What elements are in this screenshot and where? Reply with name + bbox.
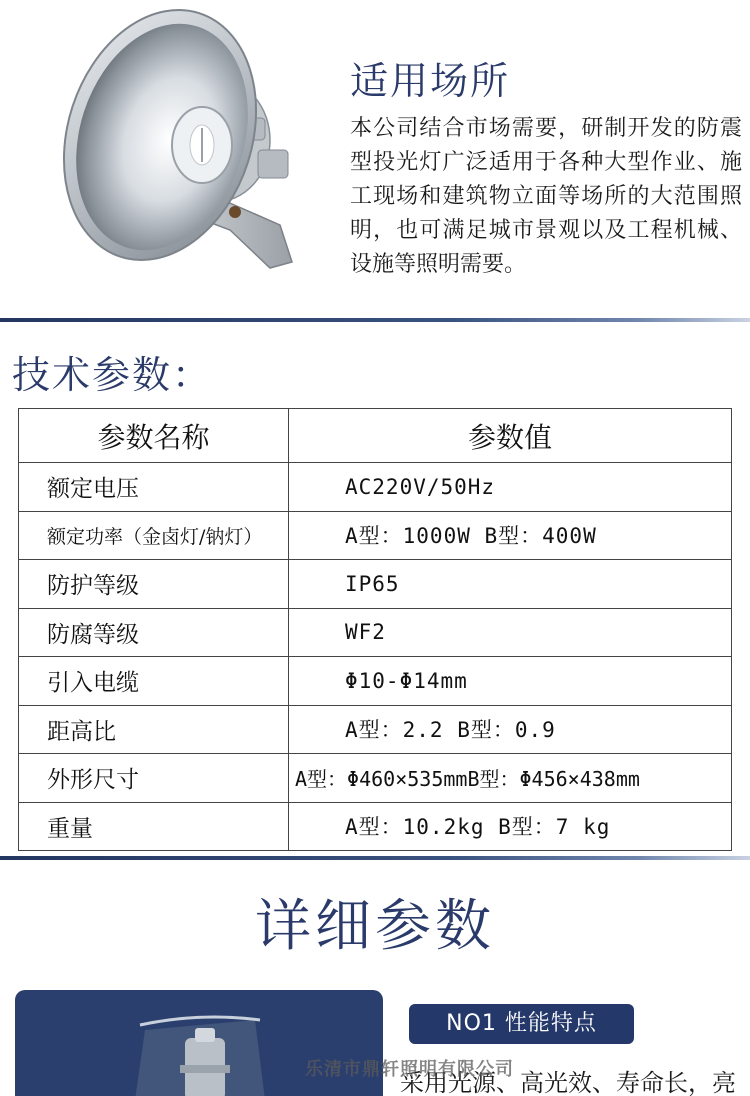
param-name: 重量 bbox=[19, 802, 289, 851]
param-value: A型：2.2 B型：0.9 bbox=[289, 705, 732, 754]
param-name: 防护等级 bbox=[19, 560, 289, 609]
param-value: AC220V/50Hz bbox=[289, 463, 732, 512]
table-row bbox=[19, 754, 732, 803]
feature-badge: NO1 性能特点 bbox=[409, 1004, 634, 1044]
param-name: 防腐等级 bbox=[19, 608, 289, 657]
table-row bbox=[19, 560, 732, 609]
feature-description: 采用光源、高光效、寿命长，亮 bbox=[400, 1069, 736, 1096]
usage-title: 适用场所 bbox=[350, 59, 511, 103]
section-divider bbox=[0, 318, 750, 322]
floodlight-product-image bbox=[30, 0, 330, 300]
param-name: 额定功率（金卤灯/钠灯） bbox=[19, 511, 289, 560]
usage-description: 本公司结合市场需要，研制开发的防震型投光灯广泛适用于各种大型作业、施工现场和建筑物立面等场所的大范围照明，也可满足城市景观以及工程机械、设施等照明需要。 bbox=[350, 116, 742, 277]
section-divider bbox=[0, 856, 750, 860]
table-header-row bbox=[19, 409, 732, 463]
param-value: A型：1000W B型：400W bbox=[289, 511, 732, 560]
table-row bbox=[19, 511, 732, 560]
detail-title: 详细参数 bbox=[255, 894, 495, 959]
param-value: Φ10-Φ14mm bbox=[289, 657, 732, 706]
table-row bbox=[19, 608, 732, 657]
table-row bbox=[19, 657, 732, 706]
table-row bbox=[19, 463, 732, 512]
header-param-name: 参数名称 bbox=[19, 409, 289, 463]
table-row bbox=[19, 802, 732, 851]
param-value: A型：10.2kg B型：7 kg bbox=[289, 802, 732, 851]
param-name: 距高比 bbox=[19, 705, 289, 754]
param-value: A型：Φ460×535mmB型：Φ456×438mm bbox=[289, 754, 732, 803]
tech-params-table bbox=[18, 408, 732, 851]
tech-params-title: 技术参数： bbox=[12, 353, 213, 397]
param-name: 外形尺寸 bbox=[19, 754, 289, 803]
param-name: 引入电缆 bbox=[19, 657, 289, 706]
header-param-value: 参数值 bbox=[289, 409, 732, 463]
param-value: IP65 bbox=[289, 560, 732, 609]
usage-section bbox=[0, 0, 750, 318]
param-name: 额定电压 bbox=[19, 463, 289, 512]
table-row bbox=[19, 705, 732, 754]
company-watermark: 乐清市鼎轩照明有限公司 bbox=[305, 1059, 514, 1080]
param-value: WF2 bbox=[289, 608, 732, 657]
